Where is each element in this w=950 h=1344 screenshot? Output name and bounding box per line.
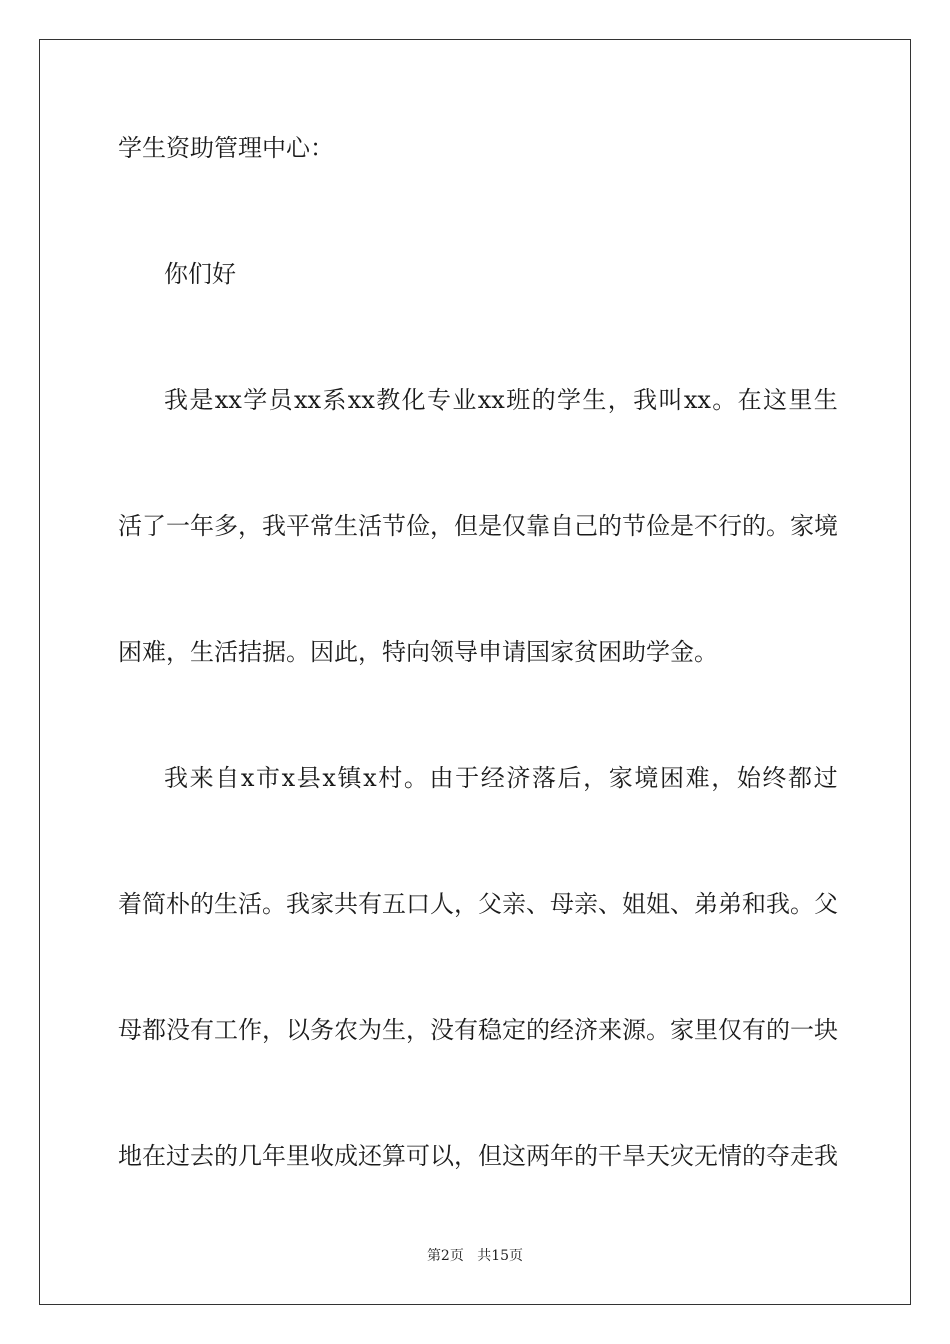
body-line-3: 困难，生活拮据。因此，特向领导申请国家贫困助学金。 xyxy=(118,638,718,666)
body-line-2: 活 了 一 年 多 ， 我 平 常 生 活 节 俭 ， 但 是 仅 靠 自 己 的 节 俭 是 不 行 的 。 家 境 xyxy=(118,512,838,540)
greeting: 你们好 xyxy=(164,260,236,288)
salutation: 学生资助管理中心： xyxy=(118,134,334,162)
page-footer xyxy=(0,1246,950,1266)
body-line-6: 母 都 没 有 工 作 ， 以 务 农 为 生 ， 没 有 稳 定 的 经 济 来 源 。 家 里 仅 有 的 一 块 xyxy=(118,1016,838,1044)
body-line-7: 地 在 过 去 的 几 年 里 收 成 还 算 可 以 ， 但 这 两 年 的 干 旱 天 灾 无 情 的 夺 走 我 xyxy=(118,1142,838,1170)
page-frame xyxy=(39,39,911,1305)
body-line-1: 我 是 xx 学 员 xx 系 xx 教 化 专 业 xx 班 的 学 生 ， 我 叫 xx 。 在 这 里 生 xyxy=(164,386,838,414)
page-number: 第2页 xyxy=(426,1248,464,1264)
page-total: 共15页 xyxy=(477,1248,524,1264)
body-line-5: 着 简 朴 的 生 活 。 我 家 共 有 五 口 人 ， 父 亲 、 母 亲 、 姐 姐 、 弟 弟 和 我 。 父 xyxy=(118,890,838,918)
body-line-4: 我 来 自 x 市 x 县 x 镇 x 村 。 由 于 经 济 落 后 ， 家 境 困 难 ， 始 终 都 过 xyxy=(164,764,838,792)
